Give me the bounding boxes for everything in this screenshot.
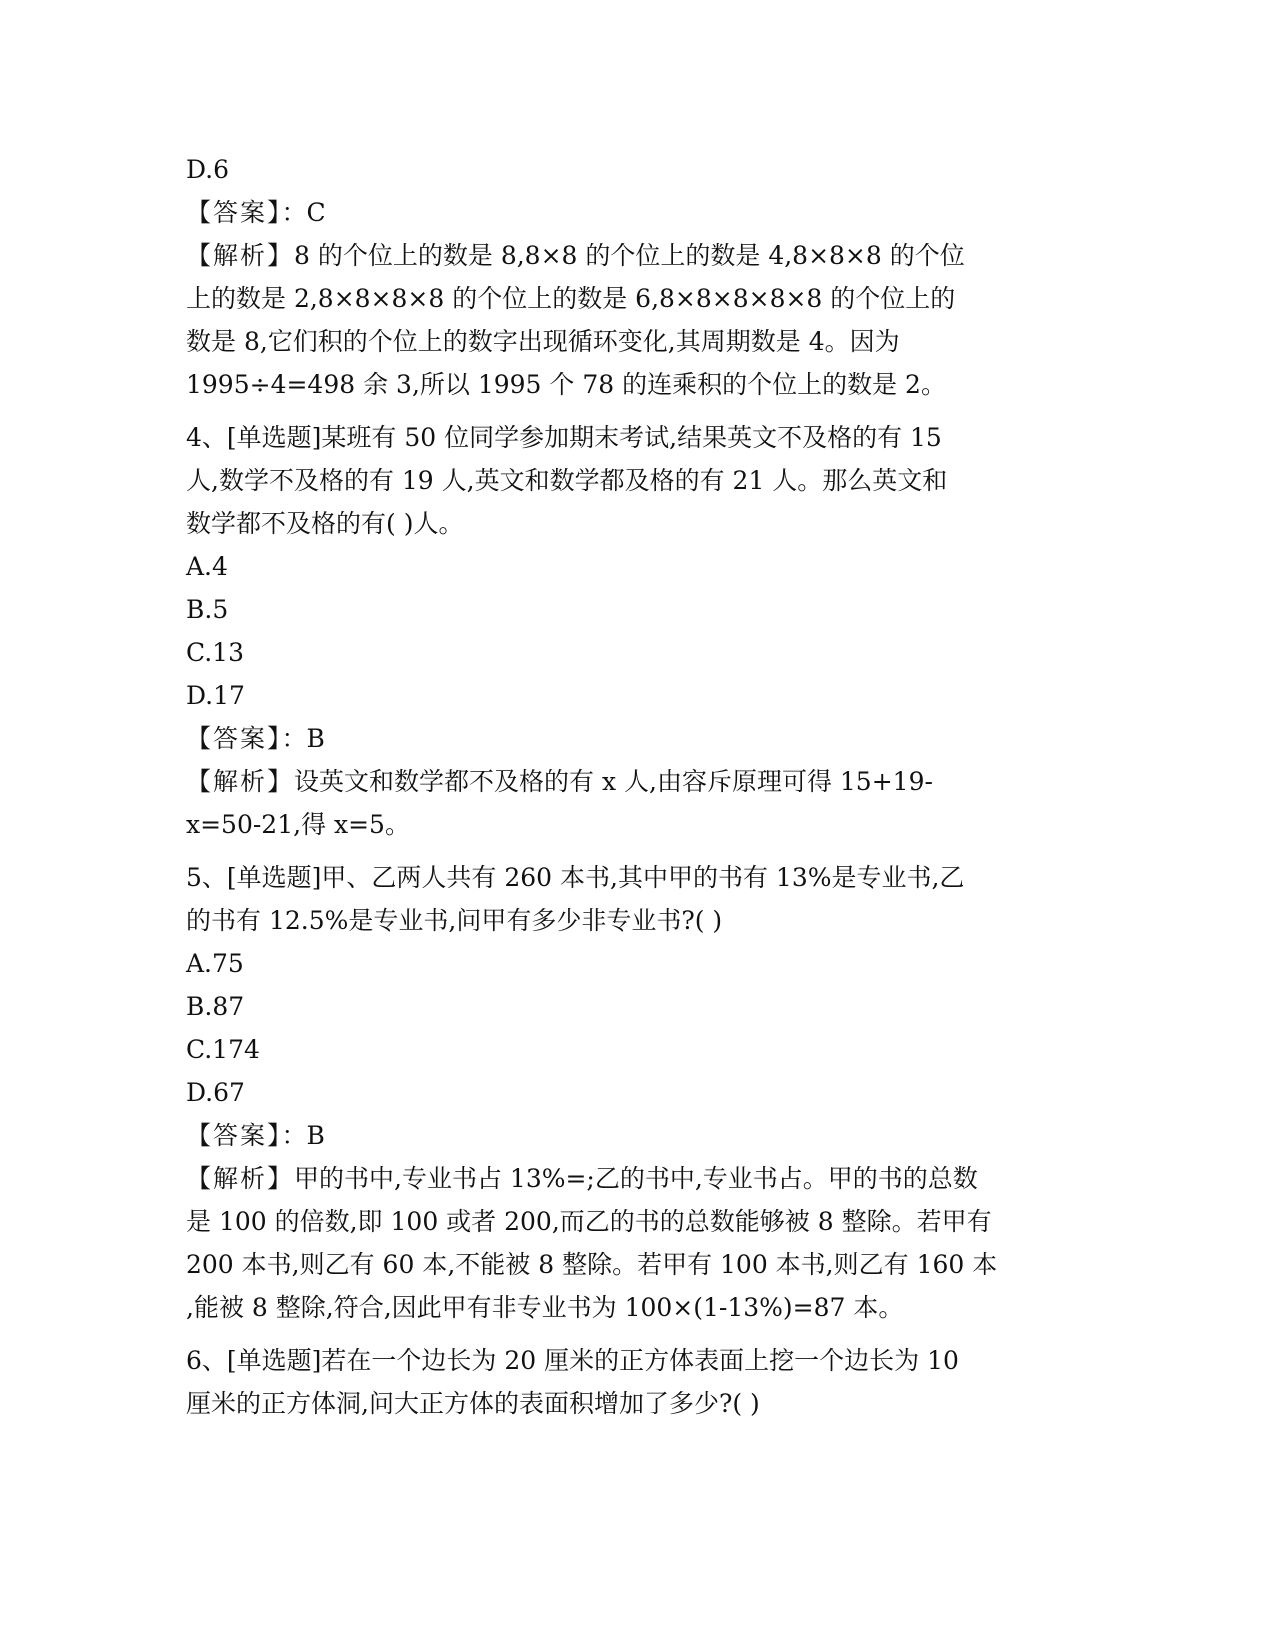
answer-value: C [306,198,326,227]
analysis-line [186,1157,1086,1200]
option-b: B.5 [186,595,229,624]
answer-line [186,191,1086,234]
answer-separator: ： [281,724,307,753]
question-stem: 4、[单选题]某班有 50 位同学参加期末考试,结果英文不及格的有 15 [186,423,942,452]
analysis-text: 甲的书中,专业书占 13%=;乙的书中,专业书占。甲的书的总数 [294,1164,978,1193]
answer-label: 【答案】 [186,724,282,753]
answer-line [186,1114,1086,1157]
option-d: D.67 [186,1078,245,1107]
analysis-text: 1995÷4=498 余 3,所以 1995 个 78 的连乘积的个位上的数是 2。 [186,370,946,399]
analysis-line [186,234,1086,277]
analysis-text: ,能被 8 整除,符合,因此甲有非专业书为 100×(1-13%)=87 本。 [186,1293,904,1322]
document-page [186,148,1086,1425]
answer-label: 【答案】 [186,1121,282,1150]
question-stem: 的书有 12.5%是专业书,问甲有多少非专业书?( ) [186,906,723,935]
analysis-text: x=50-21,得 x=5。 [186,810,410,839]
option-d: D.6 [186,155,230,184]
analysis-text: 设英文和数学都不及格的有 x 人,由容斥原理可得 15+19- [294,767,933,796]
answer-label: 【答案】 [186,198,282,227]
question-stem: 人,数学不及格的有 19 人,英文和数学都及格的有 21 人。那么英文和 [186,466,948,495]
answer-separator: ： [281,1121,307,1150]
option-d: D.17 [186,681,245,710]
analysis-text: 数是 8,它们积的个位上的数字出现循环变化,其周期数是 4。因为 [186,327,900,356]
analysis-label: 【解析】 [186,241,295,270]
question-stem: 数学都不及格的有( )人。 [186,509,464,538]
analysis-text: 8 的个位上的数是 8,8×8 的个位上的数是 4,8×8×8 的个位 [294,241,965,270]
question-stem: 5、[单选题]甲、乙两人共有 260 本书,其中甲的书有 13%是专业书,乙 [186,863,965,892]
answer-value: B [306,1121,325,1150]
analysis-label: 【解析】 [186,767,295,796]
answer-line [186,717,1086,760]
option-c: C.13 [186,638,244,667]
option-a: A.4 [186,552,228,581]
analysis-text: 是 100 的倍数,即 100 或者 200,而乙的书的总数能够被 8 整除。若甲有 [186,1207,992,1236]
option-b: B.87 [186,992,245,1021]
analysis-line [186,760,1086,803]
analysis-text: 上的数是 2,8×8×8×8 的个位上的数是 6,8×8×8×8×8 的个位上的 [186,284,956,313]
analysis-text: 200 本书,则乙有 60 本,不能被 8 整除。若甲有 100 本书,则乙有 160 本 [186,1250,998,1279]
option-c: C.174 [186,1035,260,1064]
question-stem: 厘米的正方体洞,问大正方体的表面积增加了多少?( ) [186,1389,760,1418]
question-stem: 6、[单选题]若在一个边长为 20 厘米的正方体表面上挖一个边长为 10 [186,1346,959,1375]
answer-value: B [306,724,325,753]
analysis-label: 【解析】 [186,1164,295,1193]
option-a: A.75 [186,949,244,978]
answer-separator: ： [281,198,307,227]
